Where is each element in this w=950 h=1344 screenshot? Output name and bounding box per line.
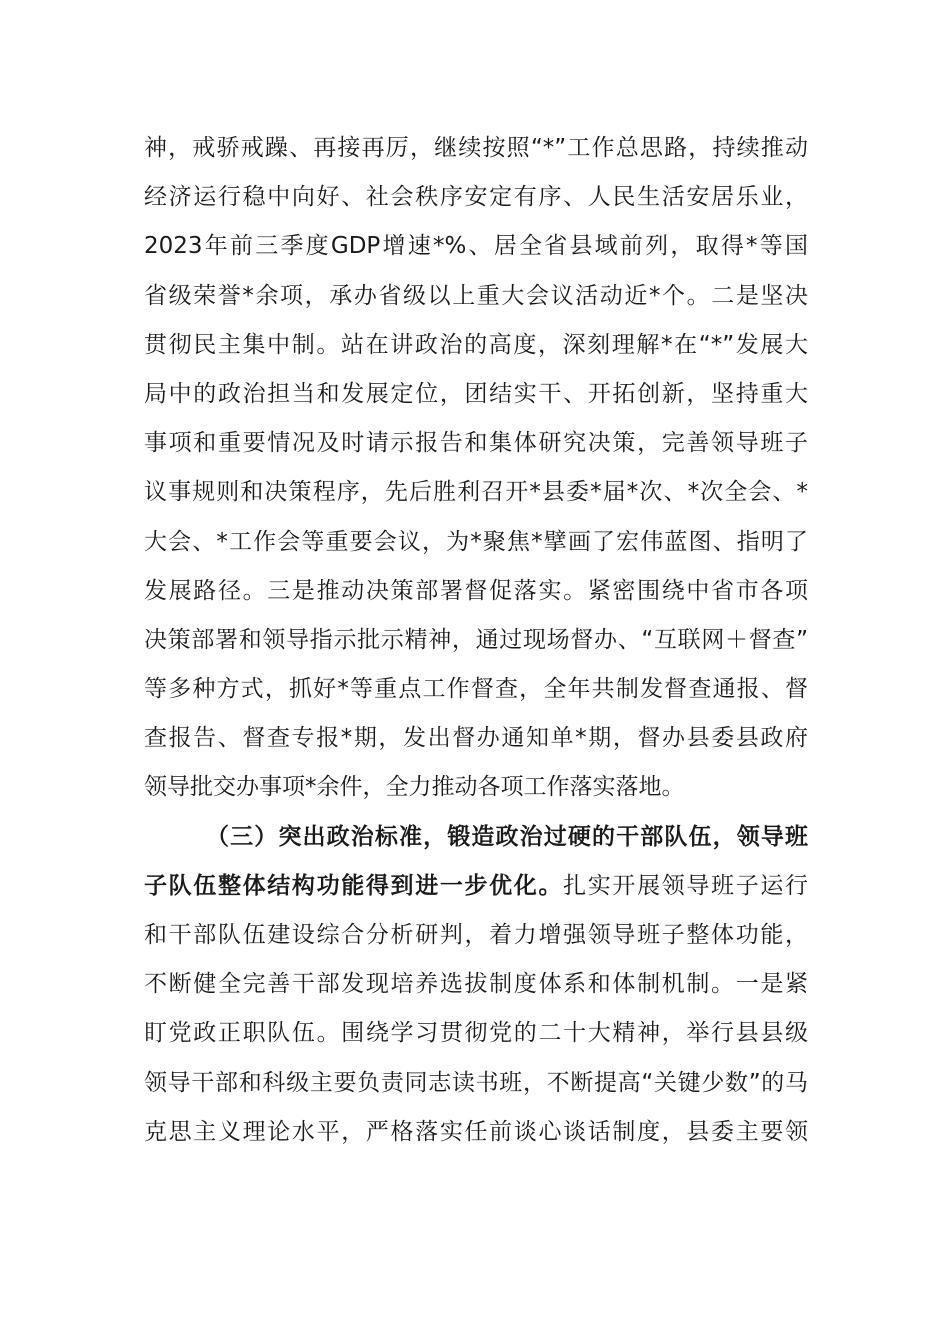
text-line: 经济运行稳中向好、社会秩序安定有序、人民生活安居乐业， — [144, 184, 808, 211]
text-line: 发展路径。三是推动决策部署督促落实。紧密围绕中省市各项 — [144, 577, 808, 604]
text-line: 盯党政正职队伍。围绕学习贯彻党的二十大精神，举行县县级 — [144, 1020, 808, 1047]
text-line: 局中的政治担当和发展定位，团结实干、开拓创新，坚持重大 — [144, 380, 808, 407]
paragraph-1 — [144, 124, 808, 813]
text-line: 贯彻民主集中制。站在讲政治的高度，深刻理解*在“*”发展大 — [144, 331, 808, 358]
text-line: 查报告、督查专报*期，发出督办通知单*期，督办县委县政府 — [144, 725, 808, 752]
text-span: 扎实开展领导班子运行 — [563, 872, 809, 899]
text-line: 神，戒骄戒躁、再接再厉，继续按照“*”工作总思路，持续推动 — [144, 135, 808, 161]
text-line: 议事规则和决策程序，先后胜利召开*县委*届*次、*次全会、* — [144, 479, 808, 506]
text-line: 领导批交办事项*余件，全力推动各项工作落实落地。 — [144, 774, 685, 801]
section-heading: （三）突出政治标准，锻造政治过硬的干部队伍，领导班 — [206, 823, 808, 850]
text-line: 领导干部和科级主要负责同志读书班，不断提高“关键少数”的马 — [144, 1069, 808, 1096]
text-line: 2023年前三季度GDP增速*%、居全省县域前列，取得*等国 — [144, 233, 808, 260]
text-line: 不断健全完善干部发现培养选拔制度体系和体制机制。一是紧 — [144, 971, 808, 998]
text-line: 大会、*工作会等重要会议，为*聚焦*擘画了宏伟蓝图、指明了 — [144, 528, 808, 555]
text-line — [144, 862, 808, 911]
text-line: 克思主义理论水平，严格落实任前谈心谈话制度，县委主要领 — [144, 1118, 808, 1145]
text-line: 省级荣誉*余项，承办省级以上重大会议活动近*个。二是坚决 — [144, 282, 808, 309]
paragraph-2 — [144, 813, 808, 1157]
document-body — [144, 124, 808, 1157]
text-line: 事项和重要情况及时请示报告和集体研究决策，完善领导班子 — [144, 430, 808, 457]
text-line: 决策部署和领导指示批示精神，通过现场督办、“互联网＋督查” — [144, 626, 808, 653]
section-heading-continued: 子队伍整体结构功能得到进一步优化。 — [144, 872, 564, 899]
text-line: 等多种方式，抓好*等重点工作督查，全年共制发督查通报、督 — [144, 676, 808, 703]
text-line: 和干部队伍建设综合分析研判，着力增强领导班子整体功能， — [144, 922, 808, 948]
